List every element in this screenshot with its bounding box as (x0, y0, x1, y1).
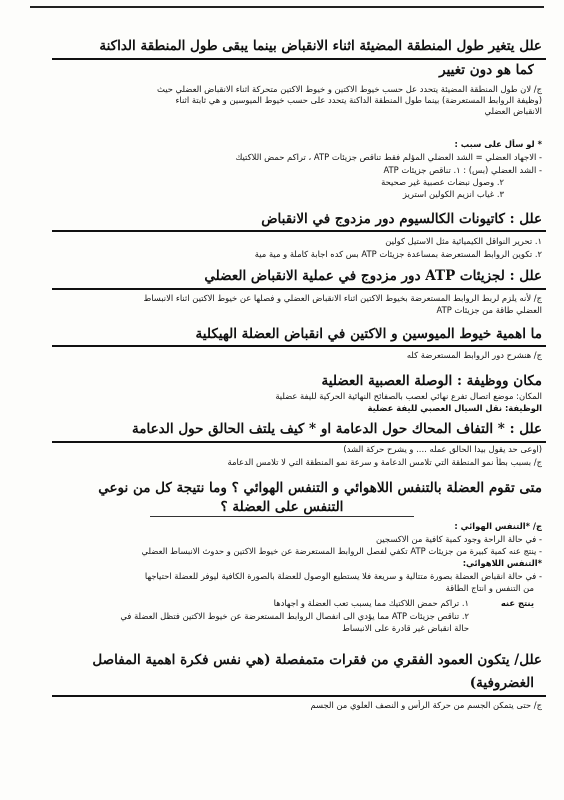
answer-line: ج/ حتى يتمكن الجسم من حركة الرأس و النصف العلوي من الجسم (310, 700, 542, 710)
result-label: ينتج عنه (500, 598, 534, 608)
divider (52, 695, 546, 697)
question-title: متى تقوم العضلة بالتنفس اللاهوائي و التنفس الهوائي ؟ وما نتيجة كل من نوعي (98, 480, 542, 496)
divider (52, 441, 546, 443)
divider (52, 345, 546, 347)
answer-line: ١. تراكم حمض اللاكتيك مما يسبب تعب العضلة و اجهادها (273, 598, 469, 608)
note-line: ٢. وصول نبضات عصبية غير صحيحة (381, 177, 504, 187)
question-title: علل : * التفاف المحاك حول الدعامة او * كيف يلتف الحالق حول الدعامة (132, 421, 542, 437)
answer-line: *التنفس اللاهوائي: (462, 558, 542, 568)
answer-line: (وظيفة الروابط المستعرضة) بينما طول المنطقة الداكنة يتحدد على حسب خيوط الميوسين و هي ثابتة اثناء (175, 95, 542, 105)
note-line: ٣. غياب انزيم الكولين استريز (402, 189, 504, 199)
question-title: علل/ يتكون العمود الفقري من فقرات متمفصلة (هي نفس فكرة اهمية المفاصل (92, 652, 542, 668)
question-title: مكان ووظيفة : الوصلة العصبية العضلية (321, 373, 542, 389)
answer-line: من التنفس و انتاج الطاقة (445, 583, 534, 593)
answer-line: ج/ *التنفس الهوائي : (454, 521, 542, 531)
answer-line: (اوعى حد يقول بيدا الحالق عمله .... و يشرح حركة الشد) (343, 444, 542, 454)
divider (52, 230, 546, 232)
divider (52, 58, 546, 60)
answer-line: الانقباض العضلي (484, 106, 542, 116)
question-title-continued: كما هو دون تغيير (439, 62, 534, 78)
answer-line: المكان: موضع اتصال تفرع نهائي لعصب بالصفائح النهائية الحركية لليفة عضلية (275, 391, 542, 401)
answer-line: - في حالة انقباض العضلة بصورة متتالية و سريعة فلا يستطيع الوصول للعضلة بالصورة الكافية ليوفر للعضلة احتياجها (144, 571, 542, 581)
note-line: - الاجهاد العضلي = الشد العضلي المؤلم فقط تناقص جزيئات ATP ، تراكم حمض اللاكتيك (235, 152, 542, 162)
top-rule (30, 6, 544, 8)
answer-line: ج/ لان طول المنطقة المضيئة يتحدد عل حسب خيوط الاكتين و خيوط الاكتين متحركة اثناء الانقباض العضلي حيث (156, 84, 542, 94)
question-title-continued: التنفس على العضلة ؟ (220, 499, 344, 515)
note-heading: * لو سأل على سبب : (454, 139, 542, 149)
note-line: - الشد العضلي (بس) : ١. تناقص جزيئات ATP (383, 165, 542, 175)
question-title: ما اهمية خيوط الميوسين و الاكتين في انقباض العضلة الهيكلية (195, 326, 542, 342)
question-title: علل يتغير طول المنطقة المضيئة اثناء الانقباض بينما يبقى طول المنطقة الداكنة (99, 38, 542, 54)
answer-line: حالة انقباض غير قادرة على الانبساط (342, 623, 469, 633)
answer-line: الوظيفة: نقل السيال العصبي لليفة عضلية (367, 403, 542, 413)
question-title: علل : لجزيئات ATP دور مزدوج في عملية الانقباض العضلي (204, 268, 542, 284)
answer-line: ٢. تكوين الروابط المستعرضة بمساعدة جزيئات ATP بس كده اجابة كاملة و مية مية (254, 249, 542, 259)
answer-line: - ينتج عنه كمية كبيرة من جزيئات ATP تكفي لفصل الروابط المستعرضة عن خيوط الاكتين و حدوث الانبساط العضلي (141, 546, 542, 556)
question-title: علل : كاتيونات الكالسيوم دور مزدوج في الانقباض (261, 211, 542, 227)
answer-line: ٢. تناقص جزيئات ATP مما يؤدي الى انفصال الروابط المستعرضة عن خيوط الاكتين فتظل العضلة في (120, 611, 469, 621)
answer-line: العضلي طاقة من جزيئات ATP (436, 305, 542, 315)
question-title-continued: الغضروفية) (469, 675, 534, 691)
answer-line: ج/ بسبب بطأ نمو المنطقة التي تلامس الدعامة و سرعة نمو المنطقة التي لا تلامس الدعامة (227, 457, 542, 467)
answer-line: ج/ هنشرح دور الروابط المستعرضة كله (406, 350, 542, 360)
answer-line: - في حالة الراحة وجود كمية كافية من الاكسجين (376, 534, 542, 544)
divider (52, 288, 546, 290)
divider (150, 516, 414, 517)
answer-line: ج/ لأنه يلزم لربط الروابط المستعرضة بخيوط الاكتين اثناء الانقباض العضلي و فصلها عن خيوط الاكتين اثناء الانبساط (143, 293, 542, 303)
answer-line: ١. تحرير النواقل الكيميائية مثل الاستيل كولين (385, 236, 542, 246)
